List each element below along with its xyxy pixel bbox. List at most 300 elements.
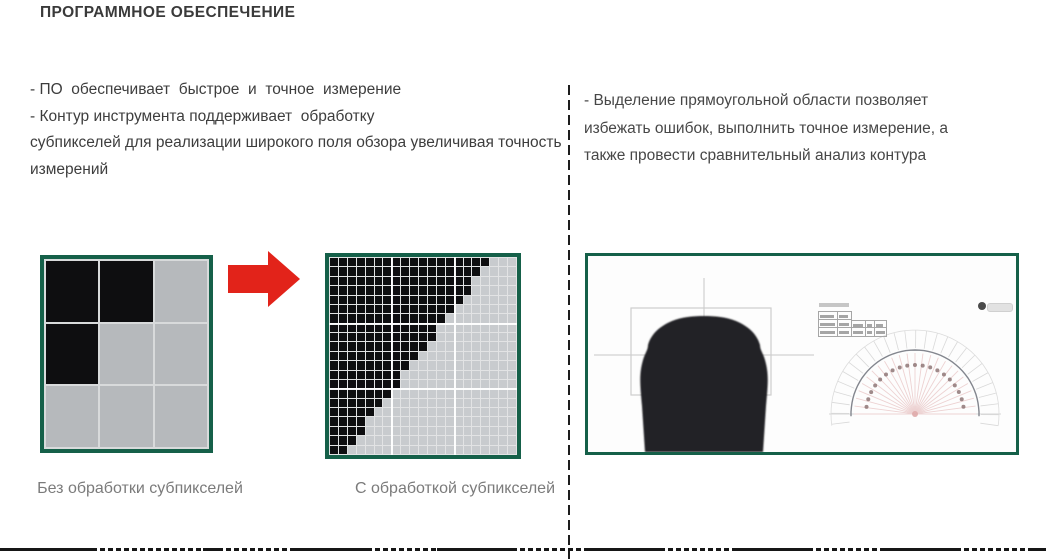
subpixel-cell (383, 333, 391, 341)
subpixel-cell (366, 314, 374, 322)
table-cell (818, 320, 838, 329)
subpixel-cell (428, 399, 436, 407)
subpixel-cell (437, 427, 445, 435)
gray-pixel-cell (155, 261, 207, 322)
subpixel-cell (366, 380, 374, 388)
subpixel-cell (330, 446, 338, 454)
subpixel-cell (419, 408, 427, 416)
subpixel-cell (455, 277, 463, 285)
subpixel-cell (446, 286, 454, 294)
subpixel-cell (508, 342, 516, 350)
subpixel-cell (330, 267, 338, 275)
subpixel-cell (472, 436, 480, 444)
subpixel-cell (401, 324, 409, 332)
subpixel-cell (437, 436, 445, 444)
subpixel-cell (481, 333, 489, 341)
subpixel-cell (490, 286, 498, 294)
subpixel-cell (508, 296, 516, 304)
subpixel-cell (401, 371, 409, 379)
subpixel-cell (410, 436, 418, 444)
subpixel-cell (383, 305, 391, 313)
subpixel-cell (339, 427, 347, 435)
subpixel-cell (330, 352, 338, 360)
subpixel-cell (437, 342, 445, 350)
subpixel-cell (490, 389, 498, 397)
subpixel-cell (464, 427, 472, 435)
bottom-border-dashes (367, 548, 437, 551)
subpixel-cell (348, 342, 356, 350)
subpixel-cell (490, 305, 498, 313)
report-logo-text (987, 303, 1013, 312)
subpixel-cell (383, 267, 391, 275)
subpixel-cell (446, 324, 454, 332)
subpixel-cell (508, 333, 516, 341)
subpixel-cell (348, 352, 356, 360)
report-values-table (818, 311, 887, 337)
subpixel-cell (472, 296, 480, 304)
subpixel-cell (366, 361, 374, 369)
subpixel-cell (348, 389, 356, 397)
subpixel-cell (437, 389, 445, 397)
subpixel-cell (508, 408, 516, 416)
subpixel-cell (410, 286, 418, 294)
subpixel-cell (357, 352, 365, 360)
subpixel-cell (481, 342, 489, 350)
subpixel-cell (499, 371, 507, 379)
table-cell (852, 328, 866, 337)
subpixel-cell (455, 258, 463, 266)
subpixel-cell (410, 352, 418, 360)
subpixel-cell (446, 436, 454, 444)
subpixel-cell (410, 371, 418, 379)
table-cell (866, 328, 875, 337)
subpixel-cell (481, 286, 489, 294)
subpixel-cell (357, 267, 365, 275)
subpixel-cell (481, 305, 489, 313)
subpixel-cell (339, 286, 347, 294)
subpixel-cell (339, 305, 347, 313)
gray-pixel-cell (46, 386, 98, 447)
subpixel-cell (401, 352, 409, 360)
subpixel-cell (375, 436, 383, 444)
subpixel-cell (375, 446, 383, 454)
subpixel-cell (383, 417, 391, 425)
subpixel-cell (481, 277, 489, 285)
subpixel-cell (348, 361, 356, 369)
subpixel-cell (428, 436, 436, 444)
subpixel-cell (330, 324, 338, 332)
subpixel-cell (481, 446, 489, 454)
subpixel-cell (348, 258, 356, 266)
subpixel-cell (330, 258, 338, 266)
subpixel-cell (357, 296, 365, 304)
subpixel-cell (428, 296, 436, 304)
subpixel-cell (419, 446, 427, 454)
subpixel-cell (499, 342, 507, 350)
subpixel-cell (455, 371, 463, 379)
caption-before: Без обработки субпикселей (37, 480, 243, 497)
subpixel-cell (455, 342, 463, 350)
subpixel-cell (481, 324, 489, 332)
subpixel-cell (472, 324, 480, 332)
subpixel-cell (410, 305, 418, 313)
caption-after: С обработкой субпикселей (354, 480, 556, 497)
subpixel-cell (357, 408, 365, 416)
subpixel-cell (330, 417, 338, 425)
subpixel-cell (357, 305, 365, 313)
text-line: - ПО обеспечивает быстрое и точное измерение (30, 81, 402, 98)
subpixel-cell (446, 361, 454, 369)
subpixel-cell (508, 258, 516, 266)
subpixel-cell (383, 436, 391, 444)
subpixel-cell (455, 380, 463, 388)
subpixel-cell (481, 380, 489, 388)
text-line: избежать ошибок, выполнить точное измерение, а (584, 119, 949, 137)
subpixel-cell (499, 267, 507, 275)
subpixel-cell (330, 427, 338, 435)
subpixel-cell (499, 417, 507, 425)
subpixel-cell (499, 427, 507, 435)
subpixel-cell (481, 267, 489, 275)
subpixel-cell (339, 380, 347, 388)
subpixel-cell (464, 286, 472, 294)
subpixel-cell (472, 371, 480, 379)
subpixel-cell (455, 352, 463, 360)
subpixel-cell (383, 361, 391, 369)
subpixel-cell (437, 305, 445, 313)
tool-tip-silhouette (640, 316, 768, 452)
table-cell (838, 311, 852, 320)
subpixel-cell (428, 446, 436, 454)
subpixel-cell (472, 352, 480, 360)
subpixel-cell (401, 389, 409, 397)
subpixel-cell (446, 427, 454, 435)
subpixel-cell (446, 333, 454, 341)
subpixel-cell (437, 286, 445, 294)
subpixel-cell (392, 286, 400, 294)
subpixel-cell (339, 399, 347, 407)
subpixel-cell (464, 352, 472, 360)
subpixel-cell (366, 352, 374, 360)
subpixel-cell (490, 399, 498, 407)
subpixel-cell (419, 258, 427, 266)
subpixel-cell (357, 436, 365, 444)
subpixel-cell (490, 427, 498, 435)
subpixel-cell (446, 314, 454, 322)
subpixel-cell (472, 361, 480, 369)
subpixel-cell (428, 258, 436, 266)
subpixel-cell (472, 427, 480, 435)
subpixel-cell (348, 371, 356, 379)
subpixel-cell (401, 436, 409, 444)
subpixel-cell (419, 417, 427, 425)
subpixel-cell (366, 305, 374, 313)
subpixel-cell (366, 436, 374, 444)
subpixel-cell (428, 371, 436, 379)
subpixel-cell (428, 305, 436, 313)
tool-contour-image (588, 256, 818, 452)
gray-pixel-cell (100, 324, 152, 385)
table-cell (818, 311, 838, 320)
subpixel-cell (508, 371, 516, 379)
subpixel-cell (499, 296, 507, 304)
subpixel-cell (330, 314, 338, 322)
subpixel-cell (428, 427, 436, 435)
subpixel-cell (392, 408, 400, 416)
subpixel-cell (481, 408, 489, 416)
subpixel-cell (330, 408, 338, 416)
subpixel-cell (508, 267, 516, 275)
left-feature-text (30, 77, 575, 183)
text-line: субпикселей для реализации широкого поля обзора увеличивая точность (30, 134, 562, 151)
subpixel-cell (375, 399, 383, 407)
subpixel-cell (455, 296, 463, 304)
subpixel-cell (464, 333, 472, 341)
gray-pixel-cell (155, 324, 207, 385)
subpixel-cell (472, 399, 480, 407)
subpixel-cell (339, 277, 347, 285)
subpixel-cell (348, 399, 356, 407)
subpixel-cell (472, 277, 480, 285)
subpixel-cell (366, 399, 374, 407)
subpixel-cell (357, 277, 365, 285)
subpixel-cell (375, 380, 383, 388)
subpixel-cell (348, 427, 356, 435)
subpixel-cell (375, 277, 383, 285)
subpixel-cell (383, 352, 391, 360)
subpixel-cell (383, 258, 391, 266)
subpixel-cell (455, 286, 463, 294)
subpixel-cell (446, 267, 454, 275)
subpixel-cell (446, 305, 454, 313)
subpixel-cell (357, 258, 365, 266)
subpixel-cell (464, 314, 472, 322)
text-line: также провести сравнительный анализ контура (584, 147, 927, 164)
subpixel-cell (392, 333, 400, 341)
text-line: - Контур инструмента поддерживает обработку (30, 107, 375, 125)
subpixel-cell (490, 408, 498, 416)
subpixel-cell (428, 352, 436, 360)
subpixel-cell (339, 352, 347, 360)
subpixel-cell (508, 286, 516, 294)
subpixel-cell (455, 361, 463, 369)
subpixel-cell (392, 399, 400, 407)
text-line: - Выделение прямоугольной области позволяет (584, 92, 929, 109)
subpixel-cell (446, 277, 454, 285)
subpixel-cell (348, 305, 356, 313)
black-pixel-cell (100, 261, 152, 322)
subpixel-cell (392, 314, 400, 322)
subpixel-cell (357, 333, 365, 341)
subpixel-cell (410, 267, 418, 275)
subpixel-cell (481, 427, 489, 435)
subpixel-cell (366, 286, 374, 294)
subpixel-cell (508, 361, 516, 369)
subpixel-cell (490, 436, 498, 444)
subpixel-cell (410, 408, 418, 416)
subpixel-cell (499, 446, 507, 454)
subpixel-cell (410, 399, 418, 407)
subpixel-cell (383, 342, 391, 350)
subpixel-cell (392, 258, 400, 266)
subpixel-cell (481, 296, 489, 304)
subpixel-cell (330, 436, 338, 444)
subpixel-cell (464, 389, 472, 397)
subpixel-cell (428, 277, 436, 285)
subpixel-cell (446, 399, 454, 407)
subpixel-cell (472, 380, 480, 388)
table-cell (875, 320, 887, 329)
subpixel-cell (419, 399, 427, 407)
subpixel-cell (464, 258, 472, 266)
subpixel-cell (339, 371, 347, 379)
subpixel-cell (375, 408, 383, 416)
subpixel-cell (375, 333, 383, 341)
subpixel-cell (428, 267, 436, 275)
subpixel-cell (490, 267, 498, 275)
subpixel-cell (490, 417, 498, 425)
red-arrow-icon (228, 250, 300, 308)
subpixel-cell (330, 342, 338, 350)
measurement-panel (585, 253, 1019, 455)
subpixel-cell (455, 417, 463, 425)
subpixel-cell (357, 399, 365, 407)
subpixel-cell (401, 399, 409, 407)
subpixel-cell (383, 277, 391, 285)
subpixel-cell (366, 333, 374, 341)
table-cell (875, 328, 887, 337)
subpixel-cell (419, 389, 427, 397)
subpixel-cell (499, 258, 507, 266)
subpixel-cell (357, 446, 365, 454)
subpixel-cell (490, 333, 498, 341)
subpixel-cell (330, 296, 338, 304)
subpixel-cell (383, 371, 391, 379)
subpixel-cell (508, 417, 516, 425)
subpixel-cell (481, 371, 489, 379)
subpixel-cell (464, 417, 472, 425)
subpixel-cell (464, 408, 472, 416)
subpixel-cell (375, 427, 383, 435)
text-line: измерений (30, 160, 109, 178)
subpixel-cell (366, 427, 374, 435)
subpixel-cell (330, 371, 338, 379)
subpixel-cell (383, 314, 391, 322)
subpixel-cell (339, 389, 347, 397)
subpixel-cell (464, 380, 472, 388)
subpixel-cell (499, 314, 507, 322)
subpixel-cell (392, 305, 400, 313)
subpixel-cell (366, 267, 374, 275)
bottom-border-dashes (512, 548, 584, 551)
pixel-grid-after (325, 253, 521, 459)
subpixel-cell (481, 417, 489, 425)
subpixel-cell (446, 380, 454, 388)
subpixel-cell (508, 314, 516, 322)
subpixel-cell (401, 408, 409, 416)
subpixel-cell (428, 314, 436, 322)
table-cell (866, 311, 875, 320)
subpixel-cell (481, 314, 489, 322)
subpixel-cell (455, 305, 463, 313)
subpixel-cell (348, 314, 356, 322)
right-feature-text (584, 87, 1020, 170)
subpixel-cell (383, 399, 391, 407)
subpixel-cell (383, 380, 391, 388)
subpixel-cell (490, 324, 498, 332)
subpixel-cell (428, 286, 436, 294)
table-cell (852, 311, 866, 320)
subpixel-cell (410, 324, 418, 332)
subpixel-cell (428, 417, 436, 425)
page-title: ПРОГРАММНОЕ ОБЕСПЕЧЕНИЕ (40, 4, 296, 21)
subpixel-cell (437, 267, 445, 275)
subpixel-cell (499, 361, 507, 369)
subpixel-cell (499, 286, 507, 294)
subpixel-cell (499, 333, 507, 341)
subpixel-cell (455, 408, 463, 416)
subpixel-cell (348, 333, 356, 341)
subpixel-cell (472, 333, 480, 341)
subpixel-cell (490, 371, 498, 379)
subpixel-cell (401, 258, 409, 266)
subpixel-cell (419, 286, 427, 294)
subpixel-cell (410, 417, 418, 425)
subpixel-cell (428, 389, 436, 397)
bottom-border-dashes (808, 548, 880, 551)
subpixel-cell (330, 333, 338, 341)
bottom-border (0, 548, 1046, 551)
subpixel-cell (464, 399, 472, 407)
subpixel-cell (383, 427, 391, 435)
subpixel-cell (366, 324, 374, 332)
subpixel-cell (419, 352, 427, 360)
subpixel-cell (339, 446, 347, 454)
subpixel-cell (490, 361, 498, 369)
subpixel-cell (437, 417, 445, 425)
pixel-grid-before (40, 255, 213, 453)
subpixel-cell (392, 371, 400, 379)
subpixel-cell (330, 305, 338, 313)
pixel-grid-after-cells (329, 257, 517, 455)
subpixel-cell (481, 258, 489, 266)
subpixel-cell (419, 277, 427, 285)
subpixel-cell (375, 296, 383, 304)
subpixel-cell (490, 277, 498, 285)
subpixel-cell (339, 258, 347, 266)
subpixel-cell (437, 352, 445, 360)
subpixel-cell (437, 399, 445, 407)
subpixel-cell (401, 446, 409, 454)
subpixel-cell (446, 446, 454, 454)
subpixel-cell (410, 296, 418, 304)
subpixel-cell (357, 314, 365, 322)
subpixel-cell (472, 258, 480, 266)
subpixel-cell (357, 380, 365, 388)
report-title-text (819, 303, 849, 307)
subpixel-cell (508, 399, 516, 407)
subpixel-cell (428, 361, 436, 369)
subpixel-cell (464, 324, 472, 332)
subpixel-cell (437, 380, 445, 388)
subpixel-cell (339, 436, 347, 444)
table-cell (838, 320, 852, 329)
subpixel-cell (472, 446, 480, 454)
subpixel-cell (472, 417, 480, 425)
subpixel-cell (383, 324, 391, 332)
subpixel-cell (348, 296, 356, 304)
subpixel-cell (339, 361, 347, 369)
